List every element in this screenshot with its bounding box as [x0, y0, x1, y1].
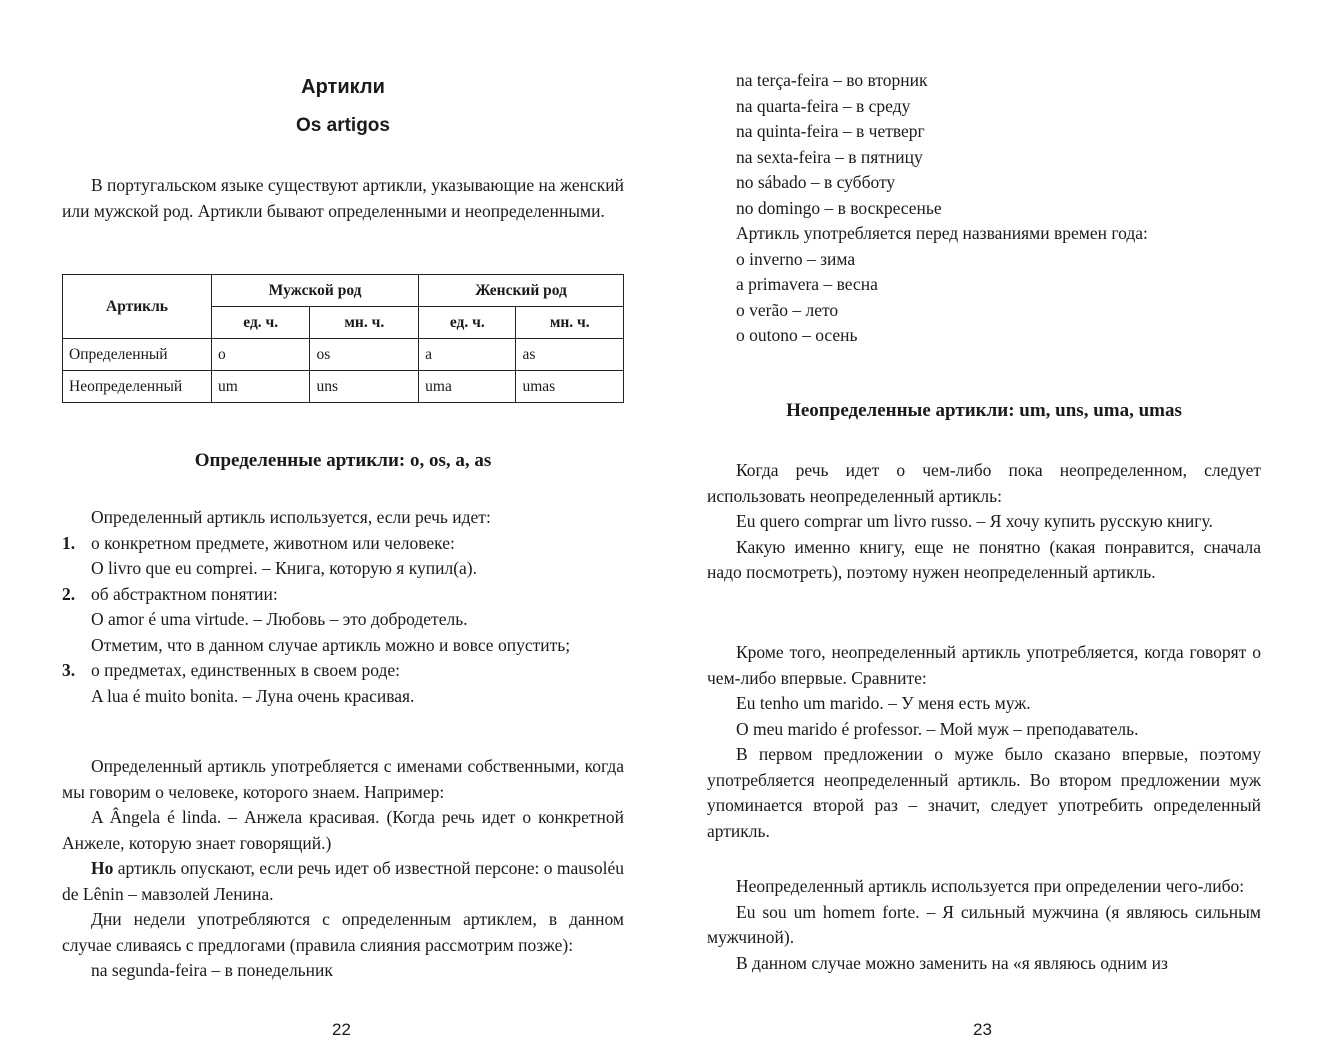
list-item	[62, 582, 624, 608]
paragraph: Неопределенный артикль используется при определении чего-либо:	[736, 876, 1245, 896]
table-row	[63, 339, 624, 371]
item-number: 1.	[62, 532, 76, 553]
days-list	[707, 68, 1261, 349]
paragraph-rest: артикль опускают, если речь идет об известной персоне: o mausoléu de Lênin – мавзолей Ленина.	[62, 858, 624, 904]
indefinite-block-2	[707, 640, 1261, 844]
paragraph: Eu quero comprar um livro russo. – Я хочу купить русскую книгу.	[736, 511, 1213, 531]
bold-word: Но	[91, 858, 114, 878]
table-header-pl: мн. ч.	[310, 307, 419, 339]
item-number: 2.	[62, 583, 76, 604]
def-intro: Определенный артикль используется, если речь идет:	[91, 507, 491, 527]
day-line: na segunda-feira – в понедельник	[91, 960, 333, 980]
day-line: na terça-feira – во вторник	[736, 70, 928, 90]
seasons-intro: Артикль употребляется перед названиями времен года:	[736, 223, 1148, 243]
table-cell: os	[310, 339, 419, 371]
page-subtitle: Os artigos	[296, 115, 390, 136]
paragraph: Дни недели употребляются с определенным артиклем, в данном случае сливаясь с предлогами (правила слияния рассмотрим позже):	[62, 909, 624, 955]
paragraph: Определенный артикль употребляется с именами собственными, когда мы говорим о человеке, которого знаем. Например:	[62, 756, 624, 802]
articles-table	[62, 274, 624, 403]
season-line: o inverno – зима	[736, 248, 856, 269]
paragraph: A Ângela é linda. – Анжела красивая. (Когда речь идет о конкретной Анжеле, которую знает говорящий.)	[62, 807, 624, 853]
list-item	[62, 531, 624, 557]
table-cell: as	[516, 339, 624, 371]
table-cell: uma	[419, 371, 516, 403]
item-text: о конкретном предмете, животном или человеке:	[91, 532, 455, 553]
day-line: no domingo – в воскресенье	[736, 197, 942, 218]
paragraph: Eu sou um homem forte. – Я сильный мужчина (я являюсь сильным мужчиной).	[707, 901, 1261, 947]
item-note: Отметим, что в данном случае артикль можно и вовсе опустить;	[91, 634, 571, 655]
table-cell: uns	[310, 371, 419, 403]
paragraph: Какую именно книгу, еще не понятно (какая понравится, сначала надо посмотреть), поэтому нужен неопределенный артикль.	[707, 536, 1261, 582]
season-line: a primavera – весна	[736, 274, 878, 294]
row-label: Неопределенный	[63, 371, 212, 403]
list-item	[62, 658, 624, 684]
table-header-sg: ед. ч.	[419, 307, 516, 339]
day-line: na quinta-feira – в четверг	[736, 121, 925, 141]
page-number: 23	[973, 1020, 992, 1039]
page-number: 22	[332, 1020, 351, 1039]
section-heading-definite: Определенные артикли: o, os, a, as	[194, 450, 492, 471]
section-heading-indefinite: Неопределенные артикли: um, uns, uma, umas	[786, 400, 1182, 421]
paragraph: Eu tenho um marido. – У меня есть муж.	[736, 693, 1031, 713]
day-line: na sexta-feira – в пятницу	[736, 146, 923, 167]
table-cell: o	[212, 339, 310, 371]
table-header-pl: мн. ч.	[516, 307, 624, 339]
item-number: 3.	[62, 660, 76, 680]
table-cell: a	[419, 339, 516, 371]
table-cell: um	[212, 371, 310, 403]
paragraph: O meu marido é professor. – Мой муж – преподаватель.	[736, 718, 1139, 739]
row-label: Определенный	[63, 339, 212, 371]
paragraph: Кроме того, неопределенный артикль употребляется, когда говорят о чем-либо впервые. Сравните:	[707, 642, 1261, 688]
paragraph: В данном случае можно заменить на «я являюсь одним из	[736, 952, 1168, 973]
table-header-masc: Мужской род	[212, 275, 419, 307]
table-header-fem: Женский род	[419, 275, 624, 307]
definite-section	[62, 505, 624, 709]
item-text: об абстрактном понятии:	[91, 583, 278, 604]
page-title: Артикли	[301, 76, 385, 98]
item-example: A lua é muito bonita. – Луна очень красивая.	[91, 685, 415, 706]
day-line: no sábado – в субботу	[736, 172, 896, 192]
table-row	[63, 371, 624, 403]
indefinite-block-1	[707, 458, 1261, 586]
table-header-article: Артикль	[63, 275, 212, 339]
intro-text: В португальском языке существуют артикли, указывающие на женский или мужской род. Артикли бывают определенными и неопределенными.	[62, 175, 624, 221]
right-page	[661, 0, 1322, 1045]
paragraph	[62, 856, 624, 907]
paragraph: В первом предложении о муже было сказано впервые, поэтому употребляется неопределенный артикль. Во втором предложении муж упоминается второй раз – значит, следует употребить определенный артикль.	[707, 744, 1261, 841]
day-line: na quarta-feira – в среду	[736, 95, 911, 116]
proper-names-section	[62, 754, 624, 984]
item-example: O amor é uma virtude. – Любовь – это добродетель.	[91, 609, 468, 629]
table-header-sg: ед. ч.	[212, 307, 310, 339]
table-cell: umas	[516, 371, 624, 403]
item-text: о предметах, единственных в своем роде:	[91, 660, 401, 680]
season-line: o verão – лето	[736, 299, 839, 320]
item-example: O livro que eu comprei. – Книга, которую я купил(а).	[91, 558, 477, 578]
intro-paragraph	[62, 173, 624, 224]
indefinite-block-3	[707, 874, 1261, 976]
season-line: o outono – осень	[736, 325, 858, 345]
paragraph: Когда речь идет о чем-либо пока неопределенном, следует использовать неопределенный артикль:	[707, 460, 1261, 506]
